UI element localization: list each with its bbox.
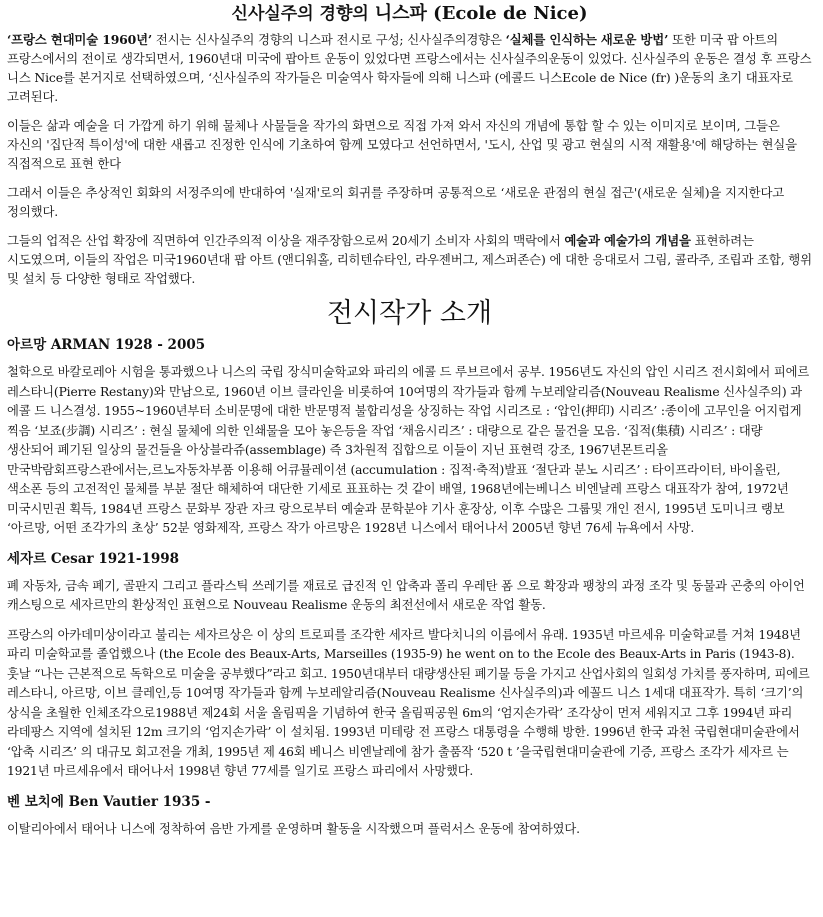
artist-heading: 세자르 Cesar 1921-1998 xyxy=(7,550,180,567)
artist-paragraph: 철학으로 바칼로레아 시험을 통과했으나 니스의 국립 장식미술학교와 파리의 에콜 드 루브르에서 공부. 1956년도 자신의 압인 시리즈 전시회에서 피에르 레스타니(Pierre Restany)와 만남으로, 1960년 이브 클라인을 비롯하여 10여명의 작가들과 함께 누보레알리즘(Nouveau Realisme 신사실주의) 과 에콜 드 니스결성. 1955~1960년부터 소비문명에 대한 반문명적 불합리성을 상징하는 작업 시리즈로 : ‘압인(押印) 시리즈’ :종이에 고무인을 어지럽게 찍음 ‘보죠(步調) 시리즈’ : 현실 물체에 의한 인쇄물을 모아 놓은등을 작업 ‘채움시리즈’ : 대량으로 같은 물건을 모음. ‘집적(集積) 시리즈’ : 대량 생산되어 폐기된 일상의 물건들을 아상블라쥬(assemblage) 즉 3차원적 집합으로 이들이 지닌 표현력 강조, 1967년몬트리올 만국박람회프랑스관에서는,르노자동차부품 이용해 어큐뮬레이션 (accumulation : 집적·축적)발표 ‘절단과 분노 시리즈’ : 타이프라이터, 바이올린, 색소폰 등의 고전적인 물체를 부분 절단 해체하여 대단한 기세로 표표하는 것 같이 배열, 1968년에는베니스 비엔날레 프랑스 대표작가 참여, 1972년 미국시민권 획득, 1984년 프랑스 문화부 장관 자크 랑으로부터 예술과 문학분야 기사 훈장상, 이후 수많은 그룹및 개인 전시, 1995년 도미니크 랭보 ‘아르망, 어떤 조각가의 초상’ 52분 영화제작, 프랑스 작가 아르망은 1928년 니스에서 태어나서 2005년 향년 76세 뉴욕에서 사망. xyxy=(7,365,810,535)
artist-paragraph: 이탈리아에서 태어나 니스에 정착하여 음반 가게를 운영하며 활동을 시작했으며 플럭서스 운동에 참여하였다. xyxy=(7,821,580,836)
document-page xyxy=(7,0,812,839)
key-phrase: 예술과 예술가의 개념을 xyxy=(564,233,691,248)
artist-paragraph: 폐 자동차, 금속 폐기, 골판지 그리고 플라스틱 쓰레기를 재료로 급진적 인 압축과 폴리 우레탄 폼 으로 확장과 팽창의 과정 조각 및 동물과 곤충의 아이언 캐스팅으로 세자르만의 환상적인 표현으로 Nouveau Realisme 운동의 최전선에서 새로운 작업 활동. xyxy=(7,578,805,612)
section-title: 전시작가 소개 xyxy=(326,298,493,329)
intro-paragraph-4 xyxy=(7,231,812,288)
intro-paragraph-3: 그래서 이들은 추상적인 회화의 서정주의에 반대하여 '실재'로의 회귀를 주장하며 공통적으로 ‘새로운 관점의 현실 접근'(새로운 실체)을 지지한다고 정의했다. xyxy=(7,185,785,219)
intro-text: 또한 미국 팝 아트의 프랑스에서의 전이로 생각되면서, 1960년대 미국에 팝아트 운동이 있었다면 프랑스에서는 신사실주의운동이 있었다. 신사실주의 운동은 결성 후 프랑스 니스 Nice를 본거지로 선택하였으며, ‘신사실주의 작가들은 미술역사 학자들에 의해 니스파 (에콜드 니스Ecole de Nice (fr) )운동의 초기 대표자로 고려된다. xyxy=(7,32,812,104)
intro-paragraph-2: 이들은 삶과 예술을 더 가깝게 하기 위해 물체나 사물들을 작가의 화면으로 직접 가져 와서 자신의 개념에 통합 할 수 있는 이미지로 보이며, 그들은 자신의 '집단적 특이성'에 대한 새롭고 진정한 인식에 기초하여 함께 모였다고 선언하면서, '도시, 산업 및 광고 현실의 시적 재활용'에 해당하는 현실을 직접적으로 표현 한다 xyxy=(7,118,797,171)
title-prefix: 신사실주의 경향의 xyxy=(231,4,375,24)
artist-bio-cesar xyxy=(7,549,812,782)
artist-paragraph: 프랑스의 아카데미상이라고 불리는 세자르상은 이 상의 트로피를 조각한 세자르 발다치니의 이름에서 유래. 1935년 마르세유 미술학교를 거쳐 1948년 파리 미술학교를 졸업했으나 (the Ecole des Beaux-Arts, Marseilles (1935-9) he went on to the Ecole des Beaux-Arts in Paris (1943-8). 훗날 “나는 근본적으로 독학으로 미술을 공부했다”라고 회고. 1950년대부터 대량생산된 폐기물 등을 가지고 산업사회의 일회성 가치를 풍자하며, 피에르 레스타니, 아르망, 이브 클레인,등 10여명 작가들과 함께 누보레알리즘(Nouveau Realisme 신사실주의)과 에꼴드 니스 1세대 대표작가. 특히 ‘크기’의 상식을 초월한 인체조각으로1988년 제24회 서울 올림픽을 기념하여 한국 올림픽공원 6m의 ‘엄지손가락’ 조각상이 먼저 세워지고 그후 1994년 파리 라데팡스 지역에 설치된 12m 크기의 ‘엄지손가락’ 이 설치됨. 1993년 미테랑 전 프랑스 대통령을 수행해 방한. 1996년 한국 과천 국립현대미술관에서 ‘압축 시리즈’ 의 대규모 회고전을 개최, 1995년 제 46회 베니스 비엔날레에 참가 출품작 ‘520 t ’을국립현대미술관에 기증, 프랑스 조각가 세자르 는 1921년 마르세유에서 태어나서 1998년 향년 77세를 일기로 프랑스 파리에서 사망했다. xyxy=(7,627,810,778)
document-title xyxy=(7,3,812,25)
artist-heading: 벤 보치에 Ben Vautier 1935 - xyxy=(7,793,211,810)
artist-bio-arman xyxy=(7,335,812,539)
intro-paragraph-1 xyxy=(7,30,812,106)
intro-text: 그들의 업적은 산업 확장에 직면하여 인간주의적 이상을 재주장함으로써 20세기 소비자 사회의 맥락에서 xyxy=(7,233,565,248)
intro-text: 표현하려는 시도였으며, 이들의 작업은 미국1960년대 팝 아트 (앤디워홀, 리히텐슈타인, 라우젠버그, 제스퍼존슨) 에 대한 응대로서 그림, 콜라주, 조립과 조합, 행위 및 설치 등 다양한 형태로 작업했다. xyxy=(7,233,812,286)
artist-bio-ben-vautier xyxy=(7,792,812,840)
key-phrase: ‘실체를 인식하는 새로운 방법’ xyxy=(505,32,669,47)
title-group-name: 니스파 (Ecole de Nice) xyxy=(374,3,588,24)
exhibition-name: ‘프랑스 현대미술 1960년’ xyxy=(7,32,153,47)
artist-heading: 아르망 ARMAN 1928 - 2005 xyxy=(7,337,206,353)
intro-text: 전시는 신사실주의 경향의 니스파 전시로 구성; 신사실주의경향은 xyxy=(152,32,506,47)
